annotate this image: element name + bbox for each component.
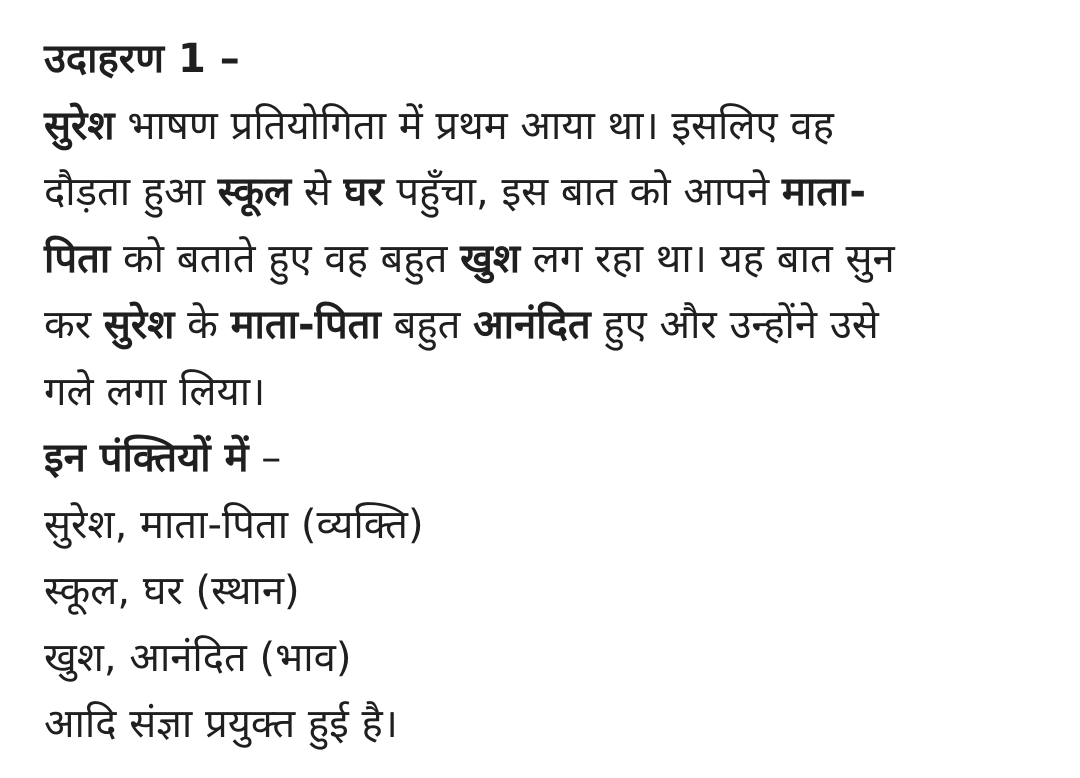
text-segment: भाषण प्रतियोगिता में प्रथम आया था। इसलिए वह [114,102,834,149]
section-heading-dash: – [248,435,282,481]
keyword-suresh: सुरेश [103,302,175,348]
lines-section-heading [44,425,1054,492]
text-segment: कर [44,302,104,348]
list-item: खुश, आनंदित (भाव) [44,634,352,681]
keyword-suresh: सुरेश [44,102,115,149]
keyword-school: स्कूल [217,169,292,215]
section-heading-text: इन पंक्तियों में [44,435,249,481]
text-segment: बहुत [380,302,474,348]
example-heading: उदाहरण 1 – [44,36,240,82]
keyword-ghar: घर [343,169,384,215]
text-segment: लग रहा था। यह बात सुन [520,235,895,282]
keyword-anandit: आनंदित [473,302,591,348]
keyword-khush: खुश [460,235,521,282]
keyword-pita: पिता [44,235,111,282]
paragraph-line-5: गले लगा लिया। [44,368,266,415]
keyword-mata: माता- [781,169,866,215]
paragraph-line-2 [44,159,1054,226]
list-item: स्कूल, घर (स्थान) [44,568,300,614]
paragraph-line-3 [44,226,1054,293]
paragraph-line-1 [44,93,1054,160]
text-segment: हुए और उन्होंने उसे [590,302,879,348]
text-segment: के [174,302,231,348]
conclusion-line: आदि संज्ञा प्रयुक्त हुई है। [44,701,398,747]
paragraph-line-4 [44,292,1054,359]
text-segment: को बताते हुए वह बहुत [110,235,461,282]
document-body [44,26,1054,758]
text-segment: पहुँचा, इस बात को आपने [383,169,782,215]
list-item: सुरेश, माता-पिता (व्यक्ति) [44,501,424,548]
keyword-mata-pita: माता-पिता [230,302,381,348]
text-segment: दौड़ता हुआ [44,169,218,215]
text-segment: से [291,169,344,215]
